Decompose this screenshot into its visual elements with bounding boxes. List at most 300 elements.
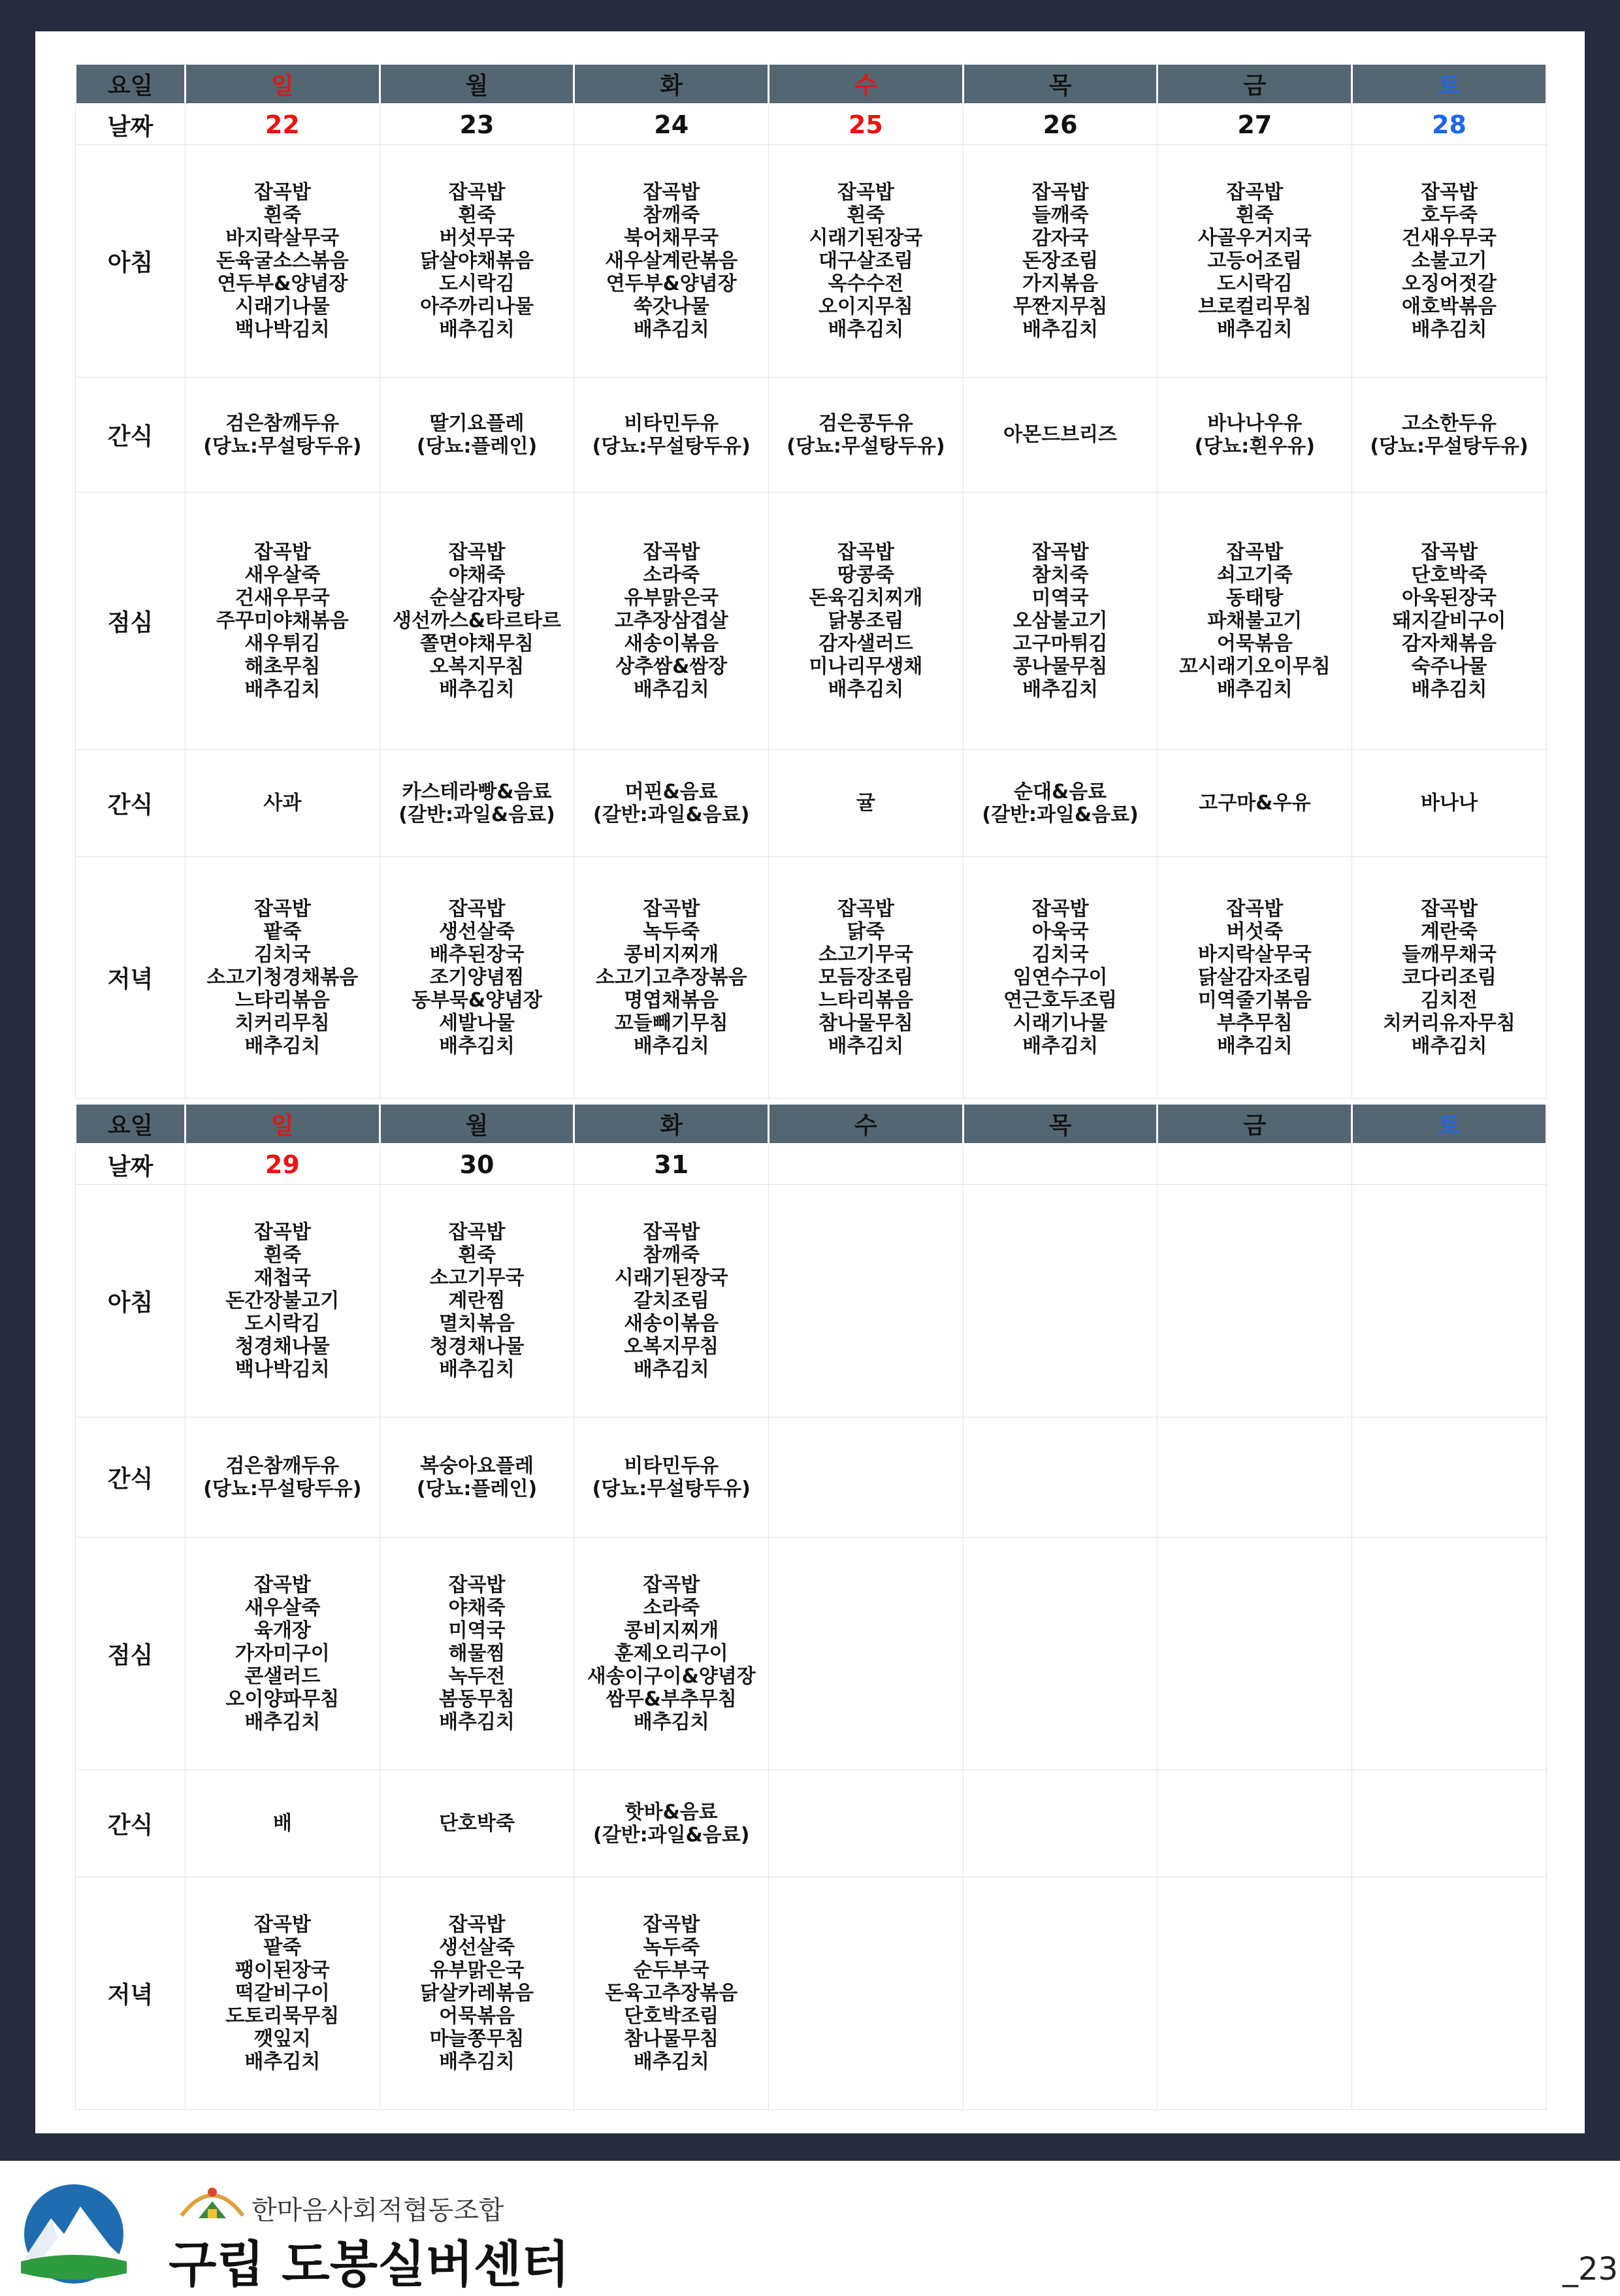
menu-item: 잡곡밥: [1031, 541, 1089, 564]
menu-item: 꼬시래기오이무침: [1178, 655, 1331, 678]
menu-cell: [1158, 750, 1352, 857]
menu-item: 잡곡밥: [837, 541, 894, 564]
menu-item: 도토리묵무침: [225, 2005, 340, 2028]
menu-cell: [380, 1417, 574, 1538]
date-cell: [1352, 1144, 1547, 1185]
menu-cell: [1352, 1538, 1547, 1770]
menu-cell: [380, 1877, 574, 2110]
menu-item: 느타리볶음: [818, 989, 913, 1012]
menu-item: 잡곡밥: [448, 1913, 506, 1936]
menu-item: 명엽채볶음: [624, 989, 719, 1012]
menu-item: 배추김치: [1411, 1035, 1487, 1058]
menu-item: 흰죽: [263, 204, 302, 227]
menu-item: 청경채나물: [235, 1335, 330, 1358]
menu-item: 숙주나물: [1411, 655, 1487, 678]
menu-item: (당뇨:흰우유): [1194, 434, 1315, 458]
weekday-header: 월: [380, 64, 574, 105]
menu-cell: [769, 1877, 964, 2110]
menu-item: 팥죽: [263, 920, 302, 943]
menu-item: 배추김치: [1022, 318, 1099, 341]
menu-item: 콩비지찌개: [624, 943, 719, 966]
row-label-day: 요일: [76, 1104, 186, 1144]
menu-item: 돈장조림: [1022, 250, 1099, 272]
menu-item: 감자국: [1031, 227, 1089, 250]
menu-item: 버섯죽: [1226, 920, 1284, 943]
menu-cell: [769, 857, 964, 1099]
menu-item: 돼지갈비구이: [1392, 609, 1506, 632]
menu-item: (갈반:과일&음료): [982, 803, 1139, 826]
menu-cell: [380, 1770, 574, 1877]
paper: [35, 31, 1585, 2133]
menu-item: 바지락살무국: [1197, 943, 1312, 966]
menu-item: 시래기된장국: [809, 227, 923, 250]
menu-item: 잡곡밥: [1420, 181, 1478, 204]
menu-item: 순두부국: [633, 1959, 709, 1982]
menu-item: 감자채볶음: [1402, 632, 1497, 655]
menu-item: 시래기나물: [1012, 1012, 1108, 1035]
menu-item: 계란죽: [1420, 920, 1478, 943]
menu-item: 재첩국: [253, 1267, 311, 1289]
menu-cell: [963, 1417, 1158, 1538]
menu-item: 흰죽: [458, 204, 496, 227]
menu-item: 배추김치: [633, 1035, 709, 1058]
menu-item: 미역국: [1031, 587, 1089, 609]
weekday-header: 월: [380, 1104, 574, 1144]
menu-item: 배추김치: [633, 318, 709, 341]
menu-cell: [963, 1538, 1158, 1770]
menu-cell: [1352, 378, 1547, 493]
menu-item: 잡곡밥: [1031, 897, 1089, 920]
menu-item: 시래기나물: [235, 295, 330, 318]
menu-item: 카스테라빵&음료: [402, 780, 552, 803]
menu-item: 새송이볶음: [624, 1312, 719, 1335]
mountain-logo-icon: [12, 2180, 136, 2285]
menu-item: 멸치볶음: [439, 1312, 515, 1335]
menu-item: 검은콩두유: [818, 412, 913, 435]
menu-item: (갈반:과일&음료): [398, 803, 555, 826]
menu-cell: [1352, 1417, 1547, 1538]
menu-item: 잡곡밥: [448, 541, 506, 564]
menu-item: 생선까스&타르타르: [393, 609, 562, 632]
menu-cell: [1158, 857, 1352, 1099]
menu-item: 들깨죽: [1031, 204, 1089, 227]
menu-item: 고구마&우유: [1199, 792, 1311, 815]
menu-item: 배추김치: [1411, 318, 1487, 341]
weekday-header: 화: [574, 64, 769, 105]
menu-item: (당뇨:무설탕두유): [1370, 434, 1529, 458]
menu-item: 오복지무침: [429, 655, 525, 678]
menu-cell: [380, 493, 574, 750]
menu-cell: [574, 750, 769, 857]
meal-row-dinner: [76, 857, 1547, 1099]
menu-item: 잡곡밥: [643, 181, 700, 204]
menu-cell: [769, 750, 964, 857]
menu-item: 가지볶음: [1022, 272, 1099, 295]
menu-cell: [186, 145, 380, 378]
menu-item: 잡곡밥: [448, 181, 506, 204]
menu-item: 어묵볶음: [439, 2005, 515, 2028]
menu-item: 브로컬리무침: [1197, 295, 1312, 318]
menu-item: 잡곡밥: [448, 1221, 506, 1244]
menu-item: 배추김치: [1216, 1035, 1293, 1058]
week2-menu-table: [74, 1103, 1547, 2110]
menu-item: 해초무침: [244, 655, 321, 678]
menu-cell: [1158, 378, 1352, 493]
menu-item: 유부맑은국: [624, 587, 719, 609]
menu-item: 애호박볶음: [1402, 295, 1497, 318]
menu-item: 잡곡밥: [448, 897, 506, 920]
row-label-breakfast: 아침: [76, 145, 186, 378]
menu-item: 배추김치: [828, 318, 904, 341]
date-cell: [1158, 1144, 1352, 1185]
menu-item: 잡곡밥: [1031, 181, 1089, 204]
menu-cell: [1158, 1770, 1352, 1877]
menu-item: 백나박김치: [235, 1358, 330, 1381]
weekday-header: 금: [1158, 64, 1352, 105]
row-label-date: 날짜: [76, 1144, 186, 1185]
menu-item: 배추김치: [439, 1711, 515, 1734]
row-label-breakfast: 아침: [76, 1185, 186, 1417]
menu-item: 소불고기: [1411, 250, 1487, 272]
menu-cell: [1352, 1770, 1547, 1877]
menu-item: (당뇨:플레인): [416, 1477, 538, 1500]
menu-item: 복숭아요플레: [420, 1454, 534, 1478]
menu-item: 건새우무국: [1402, 227, 1497, 250]
menu-cell: [769, 493, 964, 750]
menu-item: 쑥갓나물: [633, 295, 709, 318]
menu-item: 배추김치: [1022, 1035, 1099, 1058]
menu-cell: [1352, 857, 1547, 1099]
menu-cell: [574, 857, 769, 1099]
menu-cell: [380, 378, 574, 493]
menu-cell: [380, 145, 574, 378]
menu-item: 귤: [856, 792, 875, 815]
menu-item: 배추김치: [633, 1358, 709, 1381]
menu-item: 흰죽: [847, 204, 885, 227]
menu-item: 소고기무국: [818, 943, 913, 966]
menu-item: (당뇨:무설탕두유): [203, 434, 362, 458]
menu-item: 잡곡밥: [1420, 541, 1478, 564]
menu-cell: [380, 750, 574, 857]
menu-item: 참깨죽: [643, 204, 700, 227]
meal-row-lunch: [76, 1538, 1547, 1770]
cooperative-name: 한마음사회적협동조합: [251, 2195, 504, 2225]
menu-item: 어묵볶음: [1216, 632, 1293, 655]
weekday-row: [76, 64, 1547, 105]
menu-item: 계란찜: [448, 1289, 506, 1312]
meal-row-breakfast: [76, 1185, 1547, 1417]
menu-item: 녹두죽: [643, 1936, 700, 1959]
date-cell: 24: [574, 105, 769, 145]
menu-cell: [574, 1877, 769, 2110]
menu-item: 세발나물: [439, 1012, 515, 1035]
menu-item: 오복지무침: [624, 1335, 719, 1358]
menu-cell: [769, 378, 964, 493]
menu-item: 검은참깨두유: [225, 412, 340, 435]
menu-item: (당뇨:무설탕두유): [592, 434, 751, 458]
menu-cell: [186, 1538, 380, 1770]
menu-cell: [186, 1770, 380, 1877]
menu-item: 치커리유자무침: [1383, 1012, 1515, 1035]
row-label-dinner: 저녁: [76, 857, 186, 1099]
menu-item: 가자미구이: [235, 1642, 330, 1665]
menu-item: 사골우거지국: [1197, 227, 1312, 250]
menu-item: 도시락김: [1216, 272, 1293, 295]
menu-item: 무짠지무침: [1012, 295, 1108, 318]
menu-item: 배추김치: [439, 1358, 515, 1381]
menu-cell: [186, 378, 380, 493]
menu-item: 연두부&양념장: [217, 272, 348, 295]
menu-item: 핫바&음료: [624, 1800, 718, 1824]
date-cell: 23: [380, 105, 574, 145]
row-label-lunch: 점심: [76, 1538, 186, 1770]
weekday-header: 수: [769, 1104, 964, 1144]
menu-cell: [1158, 1538, 1352, 1770]
menu-item: 미나리무생채: [809, 655, 923, 678]
menu-item: 바나나우유: [1207, 412, 1303, 435]
menu-item: 새우살계란볶음: [605, 250, 738, 272]
menu-item: 배추된장국: [429, 943, 525, 966]
menu-item: 갈치조림: [633, 1289, 709, 1312]
menu-item: 배추김치: [244, 1711, 321, 1734]
menu-cell: [186, 1877, 380, 2110]
menu-item: 잡곡밥: [253, 897, 311, 920]
date-cell: 30: [380, 1144, 574, 1185]
menu-item: 훈제오리구이: [614, 1642, 728, 1665]
page-number: _23: [1563, 2251, 1619, 2288]
menu-item: 잡곡밥: [253, 1913, 311, 1936]
meal-row-snack2: [76, 750, 1547, 857]
menu-item: 건새우무국: [235, 587, 330, 609]
menu-item: 녹두죽: [643, 920, 700, 943]
menu-item: 배추김치: [244, 678, 321, 701]
menu-item: 참나물무침: [624, 2028, 719, 2050]
menu-item: 생선살죽: [439, 1936, 515, 1959]
date-cell: 22: [186, 105, 380, 145]
menu-item: 새송이구이&양념장: [587, 1665, 756, 1688]
menu-item: 닭살카레볶음: [420, 1982, 534, 2005]
menu-cell: [186, 1417, 380, 1538]
menu-item: 소고기청경채볶음: [206, 966, 359, 989]
menu-cell: [769, 1185, 964, 1417]
menu-item: 콩비지찌개: [624, 1619, 719, 1642]
row-label-date: 날짜: [76, 105, 186, 145]
menu-item: 잡곡밥: [253, 181, 311, 204]
meal-row-dinner: [76, 1877, 1547, 2110]
menu-item: 김치국: [253, 943, 311, 966]
menu-item: 참치죽: [1031, 564, 1089, 587]
menu-item: 순대&음료: [1014, 780, 1107, 803]
menu-cell: [963, 857, 1158, 1099]
weekday-header: 일: [186, 64, 380, 105]
menu-item: 떡갈비구이: [235, 1982, 330, 2005]
menu-item: (당뇨:무설탕두유): [203, 1477, 362, 1500]
menu-cell: [769, 1538, 964, 1770]
menu-item: 호두죽: [1420, 204, 1478, 227]
menu-item: (갈반:과일&음료): [592, 803, 750, 826]
menu-cell: [1352, 1185, 1547, 1417]
menu-item: 돈육고추장볶음: [605, 1982, 738, 2005]
menu-item: (당뇨:무설탕두유): [592, 1477, 751, 1500]
menu-item: 새우살죽: [244, 564, 321, 587]
menu-item: 야채죽: [448, 1596, 506, 1619]
menu-item: 파채불고기: [1207, 609, 1303, 632]
menu-item: 아주까리나물: [420, 295, 534, 318]
menu-item: 비타민두유: [624, 412, 719, 435]
menu-item: 비타민두유: [624, 1454, 719, 1478]
menu-item: 봄동무침: [439, 1688, 515, 1711]
menu-cell: [963, 1770, 1158, 1877]
menu-item: 잡곡밥: [643, 541, 700, 564]
menu-cell: [963, 1877, 1158, 2110]
menu-item: 육개장: [253, 1619, 311, 1642]
menu-cell: [574, 493, 769, 750]
meal-row-snack1: [76, 378, 1547, 493]
row-label-snack2: 간식: [76, 1770, 186, 1877]
menu-item: 깻잎지: [253, 2028, 311, 2050]
row-label-snack1: 간식: [76, 1417, 186, 1538]
menu-item: 오징어젓갈: [1402, 272, 1497, 295]
menu-item: 머핀&음료: [624, 780, 718, 803]
menu-item: 동부묵&양념장: [412, 989, 543, 1012]
menu-item: 오이양파무침: [225, 1688, 340, 1711]
weekday-header: 목: [963, 1104, 1158, 1144]
menu-item: 배추김치: [828, 678, 904, 701]
menu-item: 콩나물무침: [1012, 655, 1108, 678]
menu-item: 새우튀김: [244, 632, 321, 655]
date-cell: [769, 1144, 964, 1185]
menu-cell: [769, 145, 964, 378]
menu-item: 쫄면야채무침: [420, 632, 534, 655]
weekday-header: 화: [574, 1104, 769, 1144]
menu-item: 닭살감자조림: [1197, 966, 1312, 989]
date-row: [76, 1144, 1547, 1185]
weekday-header: 토: [1352, 64, 1547, 105]
menu-cell: [1352, 145, 1547, 378]
menu-item: 김치국: [1031, 943, 1089, 966]
menu-cell: [1158, 1185, 1352, 1417]
row-label-lunch: 점심: [76, 493, 186, 750]
menu-item: 잡곡밥: [643, 1221, 700, 1244]
menu-cell: [1158, 145, 1352, 378]
menu-cell: [574, 1770, 769, 1877]
menu-item: 배추김치: [633, 1711, 709, 1734]
menu-item: 닭죽: [847, 920, 885, 943]
menu-cell: [769, 1770, 964, 1877]
menu-item: 배추김치: [439, 1035, 515, 1058]
menu-item: 잡곡밥: [643, 1574, 700, 1596]
menu-item: 느타리볶음: [235, 989, 330, 1012]
menu-item: 단호박죽: [1411, 564, 1487, 587]
menu-item: 바나나: [1420, 792, 1478, 815]
menu-item: 팥죽: [263, 1936, 302, 1959]
menu-item: (당뇨:무설탕두유): [786, 434, 945, 458]
menu-item: 유부맑은국: [429, 1959, 525, 1982]
menu-item: 동태탕: [1226, 587, 1284, 609]
menu-item: 땅콩죽: [837, 564, 894, 587]
menu-item: 배추김치: [1216, 318, 1293, 341]
weekday-header: 목: [963, 64, 1158, 105]
menu-item: 새송이볶음: [624, 632, 719, 655]
menu-item: 도시락김: [244, 1312, 321, 1335]
menu-item: 잡곡밥: [1226, 181, 1284, 204]
menu-item: 모듬장조림: [818, 966, 913, 989]
menu-item: 연근호두조림: [1003, 989, 1118, 1012]
menu-item: 녹두전: [448, 1665, 506, 1688]
meal-row-lunch: [76, 493, 1547, 750]
menu-item: 콘샐러드: [244, 1665, 321, 1688]
menu-cell: [1158, 1417, 1352, 1538]
menu-item: 참나물무침: [818, 1012, 913, 1035]
menu-item: 소라죽: [643, 1596, 700, 1619]
menu-item: 잡곡밥: [837, 897, 894, 920]
menu-item: 치커리무침: [235, 1012, 330, 1035]
menu-item: 잡곡밥: [643, 1913, 700, 1936]
menu-cell: [1158, 493, 1352, 750]
menu-item: 아욱된장국: [1402, 587, 1497, 609]
menu-cell: [574, 1417, 769, 1538]
weekday-row: [76, 1104, 1547, 1144]
menu-cell: [186, 857, 380, 1099]
menu-item: 딸기요플레: [429, 412, 525, 435]
weekday-header: 금: [1158, 1104, 1352, 1144]
menu-cell: [1158, 1877, 1352, 2110]
menu-item: 돈육굴소스볶음: [216, 250, 349, 272]
menu-item: 바지락살무국: [225, 227, 340, 250]
menu-cell: [1352, 493, 1547, 750]
menu-item: 흰죽: [263, 1244, 302, 1267]
date-row: [76, 105, 1547, 145]
menu-item: 배추김치: [633, 2050, 709, 2073]
date-cell: [963, 1144, 1158, 1185]
menu-item: 흰죽: [458, 1244, 496, 1267]
menu-item: 들깨무채국: [1402, 943, 1497, 966]
menu-item: 고구마튀김: [1012, 632, 1108, 655]
row-label-snack2: 간식: [76, 750, 186, 857]
menu-item: 배추김치: [828, 1035, 904, 1058]
menu-item: 청경채나물: [429, 1335, 525, 1358]
menu-item: 생선살죽: [439, 920, 515, 943]
date-cell: 28: [1352, 105, 1547, 145]
menu-item: 도시락김: [439, 272, 515, 295]
meal-row-snack1: [76, 1417, 1547, 1538]
menu-item: 돈간장불고기: [225, 1289, 340, 1312]
menu-item: 쌈무&부추무침: [606, 1688, 737, 1711]
menu-item: 대구살조림: [818, 250, 913, 272]
menu-item: 잡곡밥: [253, 1221, 311, 1244]
menu-item: 배추김치: [439, 678, 515, 701]
menu-item: 미역줄기볶음: [1197, 989, 1312, 1012]
menu-item: 오이지무침: [818, 295, 913, 318]
menu-item: 팽이된장국: [235, 1959, 330, 1982]
menu-item: 고추장삼겹살: [614, 609, 728, 632]
menu-item: 상추쌈&쌈장: [615, 655, 728, 678]
menu-cell: [963, 493, 1158, 750]
footer: [0, 2161, 1620, 2291]
menu-item: 꼬들빼기무침: [614, 1012, 728, 1035]
menu-item: 쇠고기죽: [1216, 564, 1293, 587]
menu-item: 배추김치: [633, 678, 709, 701]
menu-cell: [1352, 750, 1547, 857]
menu-item: 연두부&양념장: [606, 272, 737, 295]
menu-item: 마늘쫑무침: [429, 2028, 525, 2050]
date-cell: 27: [1158, 105, 1352, 145]
menu-cell: [186, 750, 380, 857]
menu-item: 조기양념찜: [429, 966, 525, 989]
menu-item: 잡곡밥: [1420, 897, 1478, 920]
menu-cell: [380, 1538, 574, 1770]
menu-item: 해물찜: [448, 1642, 506, 1665]
